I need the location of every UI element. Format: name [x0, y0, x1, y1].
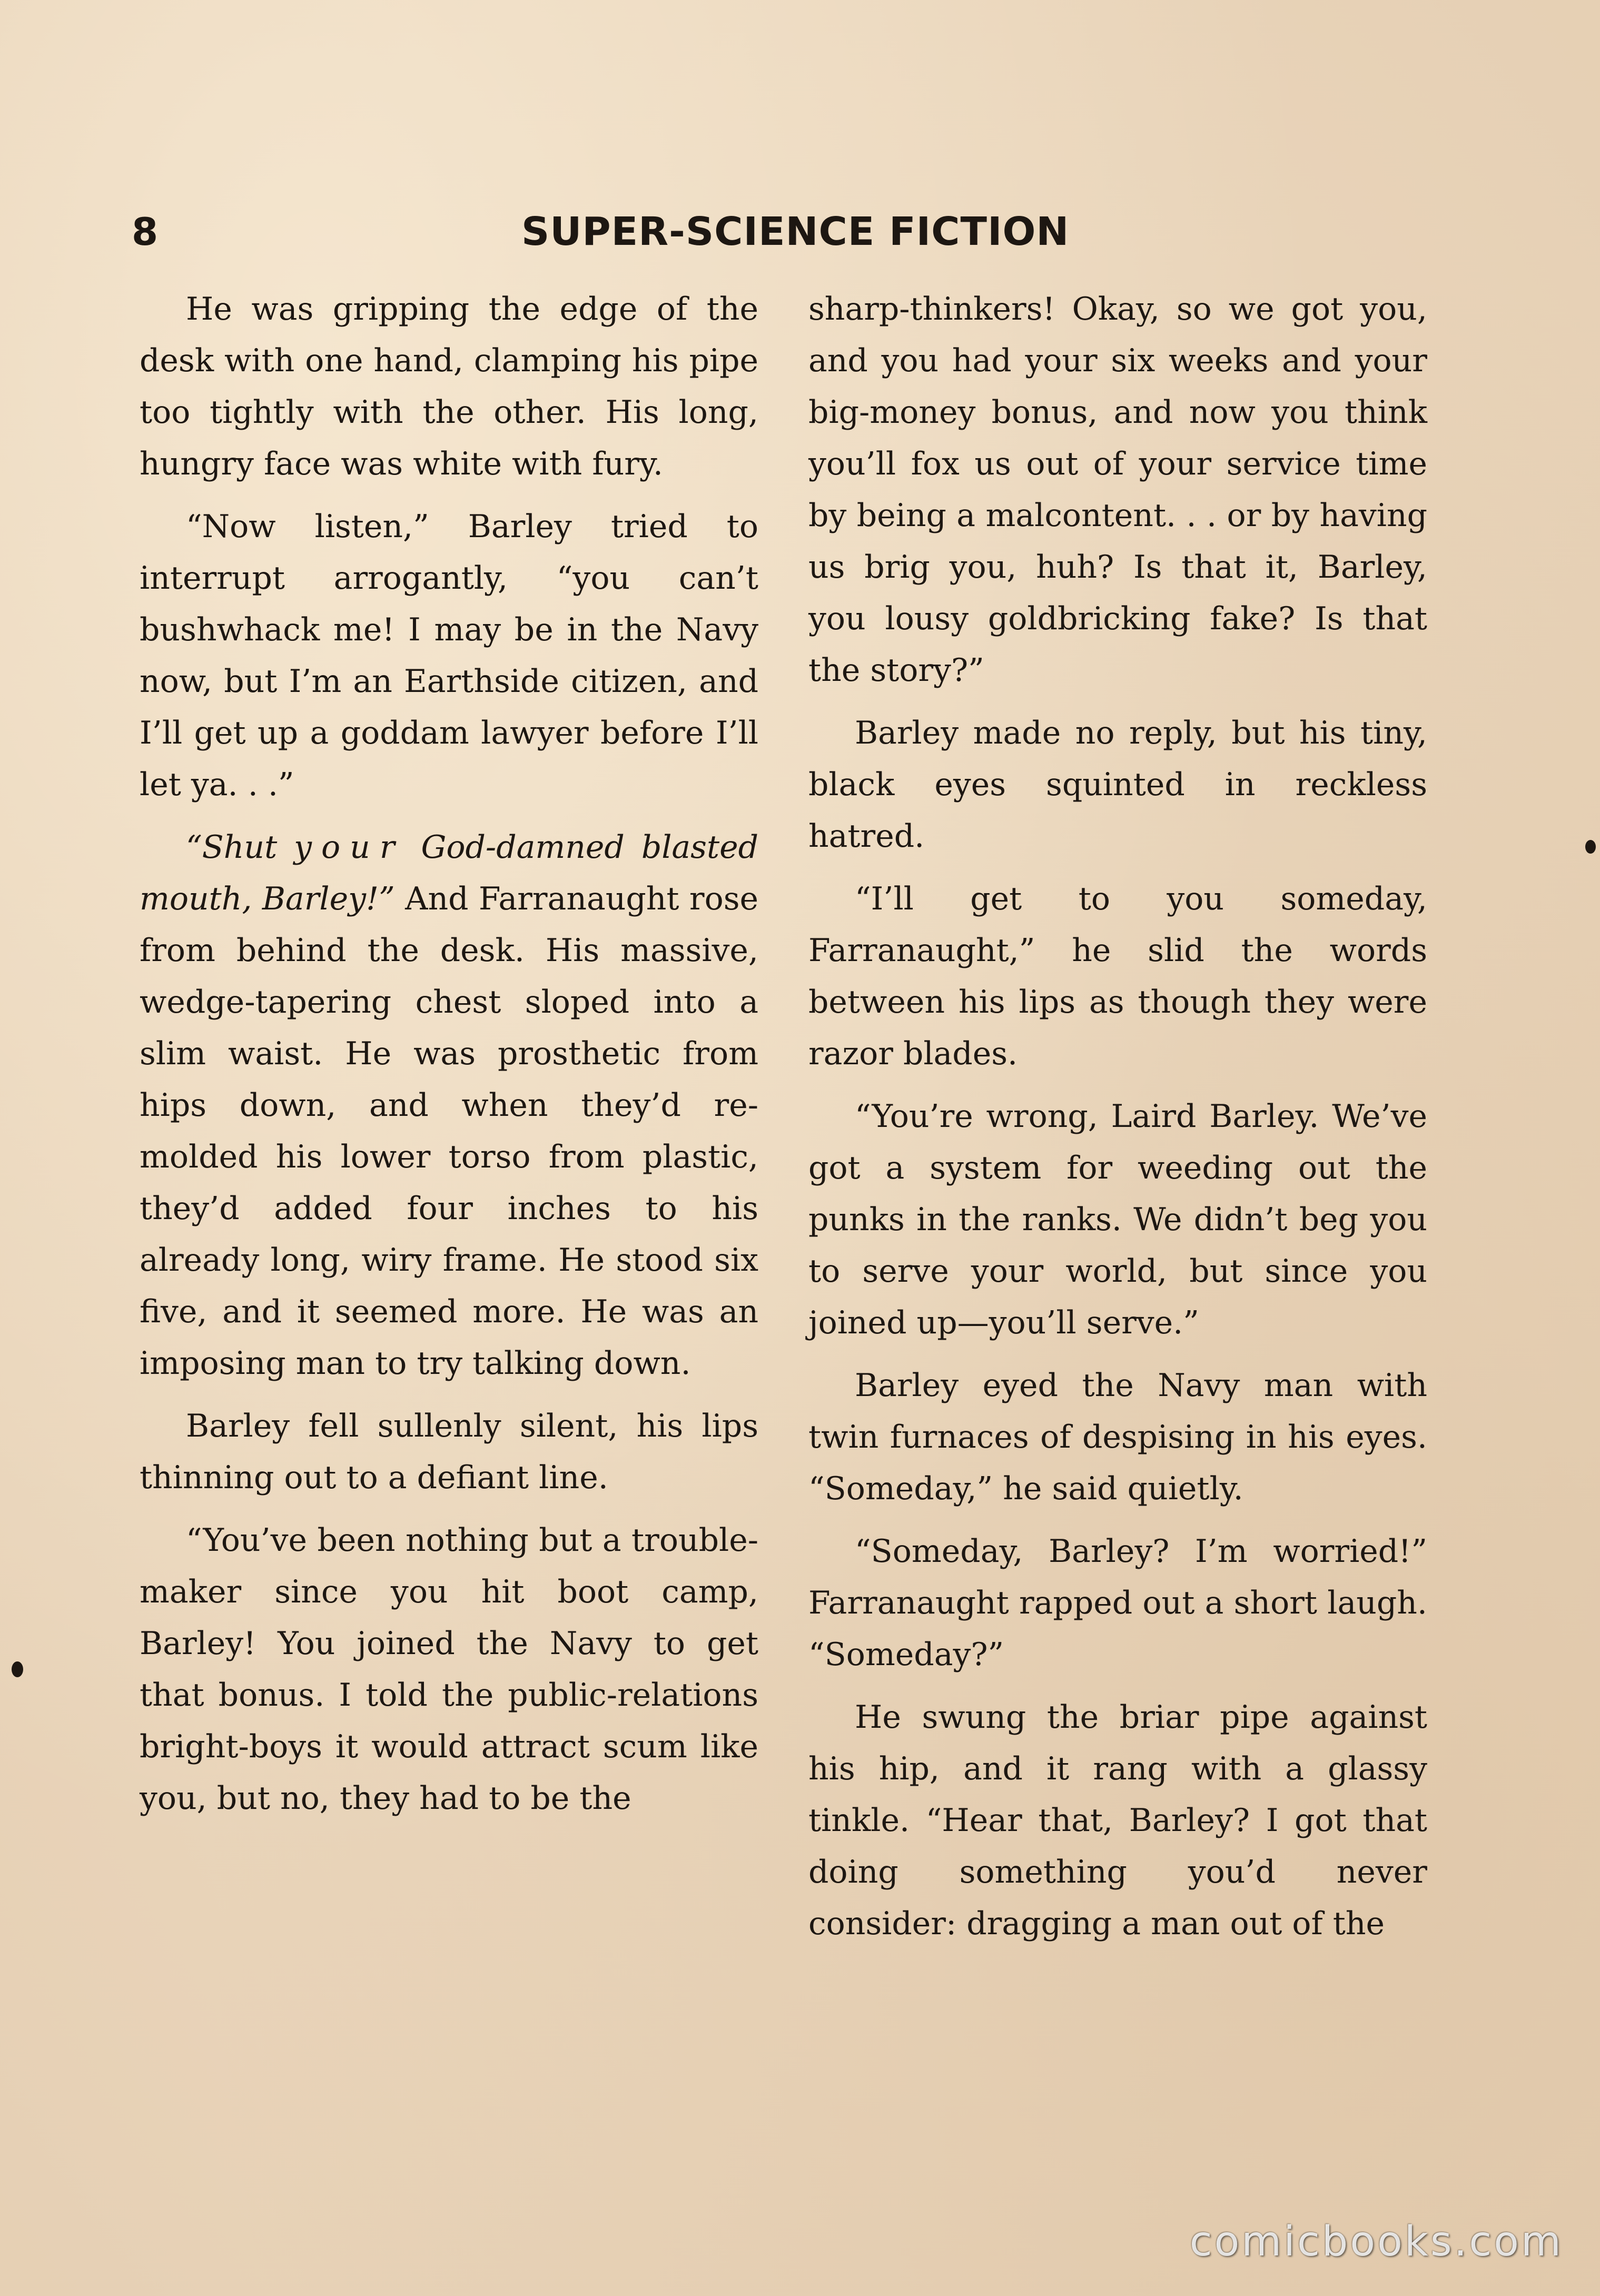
paragraph: Barley fell sullenly silent, his lips thinning out to a defiant line. [140, 1408, 758, 1496]
italic-text: “Shut [186, 829, 294, 866]
right-column [808, 283, 1427, 1961]
italic-text: God-damned blasted mouth, Barley!” [140, 829, 759, 917]
paragraph: Barley eyed the Navy man with twin furnaces of despising in his eyes. “Someday,” he said quietly. [808, 1367, 1427, 1507]
watermark: comicbooks.com [1189, 2218, 1563, 2265]
page-header [132, 208, 1448, 266]
paragraph: “I’ll get to you someday, Farranaught,” he slid the words between his lips as though they were razor blades. [808, 880, 1427, 1072]
paragraph: Barley made no reply, but his tiny, black eyes squinted in reckless hatred. [808, 715, 1427, 855]
paragraph: “You’ve been nothing but a trouble-maker since you hit boot camp, Barley! You joined the Navy to get that bonus. I told the public-relations bright-boys it would attract scum like you, but no, they had to be the [140, 1522, 758, 1817]
paragraph-text: And Farranaught rose from behind the desk. His massive, wedge-tapering chest sloped into a slim waist. He was prosthetic from hips down, and when they’d re-molded his lower torso from plastic, they’d added four inches to his already long, wiry frame. He stood six five, and it seemed more. He was an imposing man to try talking down. [140, 880, 758, 1382]
paragraph: He was gripping the edge of the desk with one hand, clamping his pipe too tightly with the other. His long, hungry face was white with fury. [140, 291, 758, 482]
paragraph: He swung the briar pipe against his hip, and it rang with a glassy tinkle. “Hear that, Barley? I got that doing something you’d never consider: dragging a man out of the [808, 1699, 1427, 1942]
paragraph-continued: sharp-thinkers! Okay, so we got you, and you had your six weeks and your big-money bonus, and now you think you’ll fox us out of your service time by being a malcontent. . . or by having us brig you, huh? Is that it, Barley, you lousy goldbricking fake? Is that the story?” [808, 291, 1427, 689]
ink-spot [12, 1661, 23, 1677]
page-number: 8 [132, 210, 159, 254]
italic-spaced-text: your [294, 829, 404, 866]
paragraph: “You’re wrong, Laird Barley. We’ve got a system for weeding out the punks in the ranks. We didn’t beg you to serve your world, but since you joined up—you’ll serve.” [808, 1098, 1427, 1341]
ink-spot [1585, 840, 1596, 854]
paragraph [140, 822, 758, 1389]
magazine-title: SUPER-SCIENCE FICTION [521, 209, 1070, 254]
paragraph: “Now listen,” Barley tried to interrupt arrogantly, “you can’t bushwhack me! I may be in the Navy now, but I’m an Earthside citizen, and I’ll get up a goddam lawyer before I’ll let ya. . .” [140, 508, 758, 803]
paragraph: “Someday, Barley? I’m worried!” Farranaught rapped out a short laugh. “Someday?” [808, 1533, 1427, 1673]
left-column [140, 283, 758, 1835]
